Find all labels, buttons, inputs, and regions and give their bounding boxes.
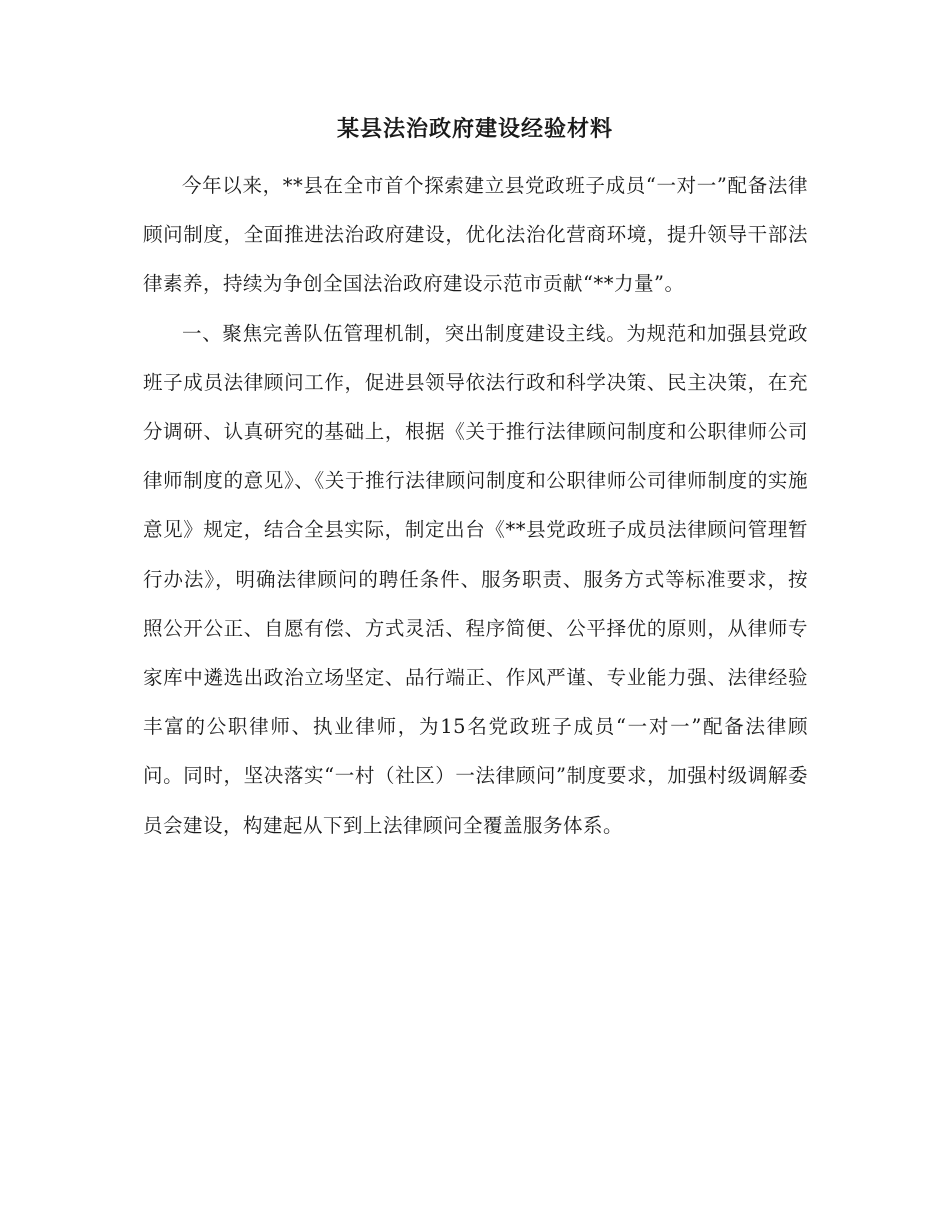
paragraph-intro: 今年以来，**县在全市首个探索建立县党政班子成员“一对一”配备法律顾问制度，全面推进法治政府建设，优化法治化营商环境，提升领导干部法律素养，持续为争创全国法治政府建设示范市贡献“**力量”。: [143, 174, 808, 296]
document-body: [143, 161, 808, 850]
paragraph-section-one: 一、聚焦完善队伍管理机制，突出制度建设主线。为规范和加强县党政班子成员法律顾问工作，促进县领导依法行政和科学决策、民主决策，在充分调研、认真研究的基础上，根据《关于推行法律顾问制度和公职律师公司律师制度的意见》、《关于推行法律顾问制度和公职律师公司律师制度的实施意见》规定，结合全县实际，制定出台《**县党政班子成员法律顾问管理暂行办法》，明确法律顾问的聘任条件、服务职责、服务方式等标准要求，按照公开公正、自愿有偿、方式灵活、程序简便、公平择优的原则，从律师专家库中遴选出政治立场坚定、品行端正、作风严谨、专业能力强、法律经验丰富的公职律师、执业律师，为15名党政班子成员“一对一”配备法律顾问。同时，坚决落实“一村（社区）一法律顾问”制度要求，加强村级调解委员会建设，构建起从下到上法律顾问全覆盖服务体系。: [143, 321, 808, 837]
document-title: 某县法治政府建设经验材料: [336, 116, 613, 142]
